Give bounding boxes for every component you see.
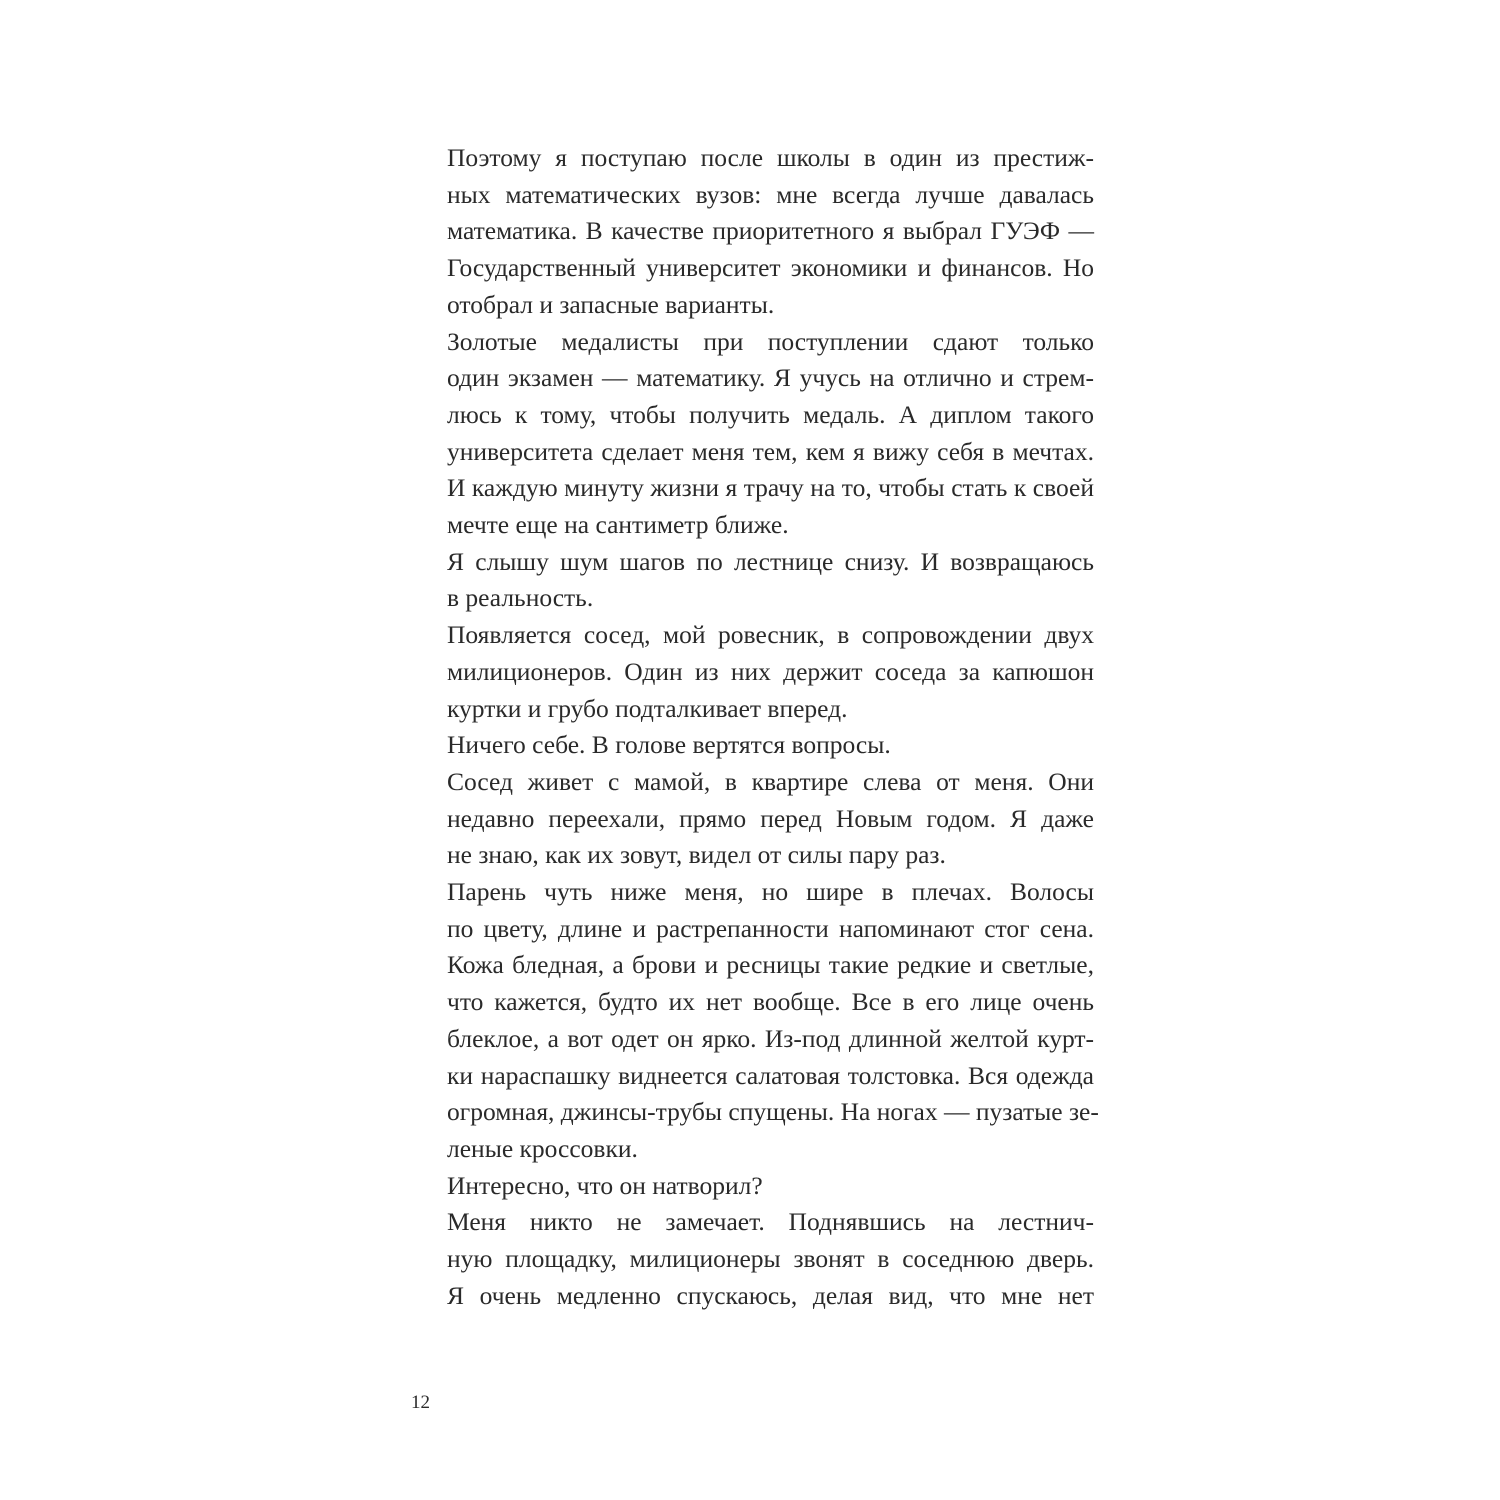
paragraph-5 [411, 727, 1094, 764]
text-line: милиционеров. Один из них держит соседа за капюшон [447, 656, 1094, 686]
text-line: Я слышу шум шагов по лестнице снизу. И возвращаюсь [447, 546, 1094, 576]
text-line: ную площадку, милиционеры звонят в соседнюю дверь. [447, 1244, 1094, 1274]
text-line: ки нараспашку виднеется салатовая толстовка. Вся одежда [447, 1060, 1094, 1090]
text-line: Сосед живет с мамой, в квартире слева от меня. Они [447, 766, 1094, 796]
text-line: Интересно, что он натворил? [447, 1170, 763, 1200]
text-line: ных математических вузов: мне всегда лучше давалась [447, 179, 1094, 209]
paragraph-7 [411, 874, 1099, 1168]
text-line: Поэтому я поступаю после школы в один из престиж- [447, 143, 1094, 172]
text-line: один экзамен — математику. Я учусь на отлично и стрем- [447, 363, 1094, 393]
text-line: по цвету, длине и растрепанности напоминают стог сена. [447, 913, 1094, 943]
paragraph-4 [411, 617, 1094, 727]
text-line: Кожа бледная, а брови и ресницы такие редкие и светлые, [447, 950, 1094, 980]
paragraph-8 [411, 1168, 1094, 1205]
book-page-text [411, 140, 1099, 1315]
text-line: блеклое, а вот одет он ярко. Из-под длинной желтой курт- [447, 1023, 1094, 1053]
text-line: в реальность. [447, 583, 594, 613]
paragraph-9 [411, 1204, 1094, 1314]
text-line: леные кроссовки. [447, 1133, 638, 1163]
text-line: люсь к тому, чтобы получить медаль. А диплом такого [447, 399, 1094, 429]
text-line: Парень чуть ниже меня, но шире в плечах. Волосы [447, 877, 1094, 907]
text-line: огромная, джинсы-трубы спущены. На ногах — пузатые зе- [447, 1097, 1099, 1127]
text-line: университета сделает меня тем, кем я вижу себя в мечтах. [447, 436, 1094, 466]
text-line: Меня никто не замечает. Поднявшись на лестнич- [447, 1207, 1094, 1237]
text-line: Золотые медалисты при поступлении сдают только [447, 326, 1094, 356]
text-line: не знаю, как их зовут, видел от силы пару раз. [447, 840, 946, 870]
paragraph-6 [411, 764, 1094, 874]
text-line: что кажется, будто их нет вообще. Все в его лице очень [447, 987, 1094, 1017]
paragraph-3 [411, 544, 1094, 617]
text-line: математика. В качестве приоритетного я выбрал ГУЭФ — [447, 216, 1094, 246]
paragraph-2 [411, 324, 1094, 544]
text-line: куртки и грубо подталкивает вперед. [447, 693, 848, 723]
text-line: мечте еще на сантиметр ближе. [447, 510, 789, 540]
page-number: 12 [411, 1392, 430, 1413]
text-line: недавно переехали, прямо перед Новым годом. Я даже [447, 803, 1094, 833]
text-line: И каждую минуту жизни я трачу на то, чтобы стать к своей [447, 473, 1094, 503]
text-line: Ничего себе. В голове вертятся вопросы. [447, 730, 891, 760]
paragraph-1 [411, 140, 1094, 324]
text-line: Я очень медленно спускаюсь, делая вид, что мне нет [447, 1280, 1094, 1310]
text-line: отобрал и запасные варианты. [447, 289, 775, 319]
text-line: Государственный университет экономики и финансов. Но [447, 253, 1094, 283]
text-line: Появляется сосед, мой ровесник, в сопровождении двух [447, 620, 1094, 650]
